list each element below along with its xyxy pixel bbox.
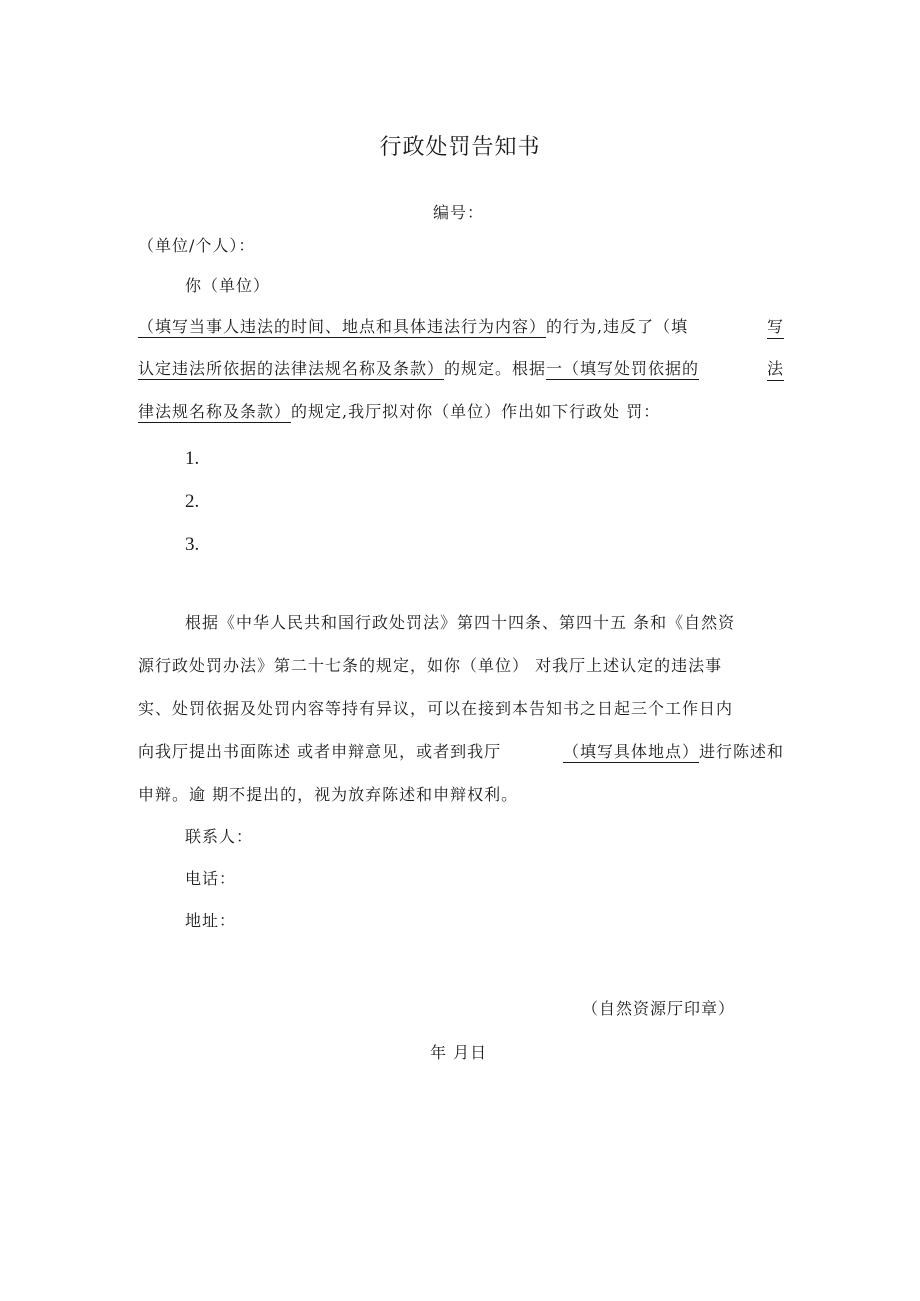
salutation: 你（单位） xyxy=(185,276,271,295)
para2-line2: 源行政处罚办法》第二十七条的规定，如你（单位） 对我厅上述认定的违法事 xyxy=(138,656,723,675)
para1-text: 的行为,违反了（填 xyxy=(546,317,689,336)
para2-text: 向我厅提出书面陈述 或者申辩意见，或者到我厅 xyxy=(138,742,502,761)
serial-number-label: 编号： xyxy=(433,203,485,222)
recipient-label: （单位/个人）： xyxy=(138,236,256,255)
para1-line1 xyxy=(138,314,784,339)
address-label: 地址： xyxy=(185,911,237,930)
fill-in-penalty-basis-blank: 一（填写处罚依据的 xyxy=(546,359,700,378)
para2-line5: 申辩。逾 期不提出的，视为放弃陈述和申辩权利。 xyxy=(138,785,519,804)
para1-line2 xyxy=(138,356,784,381)
fill-in-location-blank: （填写具体地点） xyxy=(562,742,699,761)
para2-text: 进行陈述和 xyxy=(698,742,784,761)
para1-text: 的规定。根据 xyxy=(444,359,547,378)
penalty-item-3: 3. xyxy=(185,534,200,555)
fill-in-penalty-basis-blank-cont: 法 xyxy=(767,356,784,381)
para2-line4 xyxy=(138,739,784,762)
para1-line3 xyxy=(138,399,660,422)
para1-text: 的规定,我厅拟对你（单位）作出如下行政处 罚： xyxy=(291,402,661,421)
contact-person-label: 联系人： xyxy=(185,827,254,846)
fill-in-law-blank-start: 写 xyxy=(767,314,784,339)
para2-line1: 根据《中华人民共和国行政处罚法》第四十四条、第四十五 条和《自然资 xyxy=(185,613,736,632)
penalty-item-2: 2. xyxy=(185,491,200,512)
fill-in-violation-blank: （填写当事人违法的时间、地点和具体违法行为内容） xyxy=(138,317,547,336)
para2-line3: 实、处罚依据及处罚内容等持有异议，可以在接到本告知书之日起三个工作日内 xyxy=(138,699,734,718)
phone-label: 电话： xyxy=(185,869,237,888)
fill-in-law-blank: 认定违法所依据的法律法规名称及条款） xyxy=(138,359,445,378)
fill-in-penalty-basis-blank-end: 律法规名称及条款） xyxy=(138,402,292,421)
document-title: 行政处罚告知书 xyxy=(379,135,541,160)
seal-placeholder: （自然资源厅印章） xyxy=(582,999,736,1018)
date-line: 年 月日 xyxy=(430,1043,488,1062)
penalty-item-1: 1. xyxy=(185,448,200,469)
